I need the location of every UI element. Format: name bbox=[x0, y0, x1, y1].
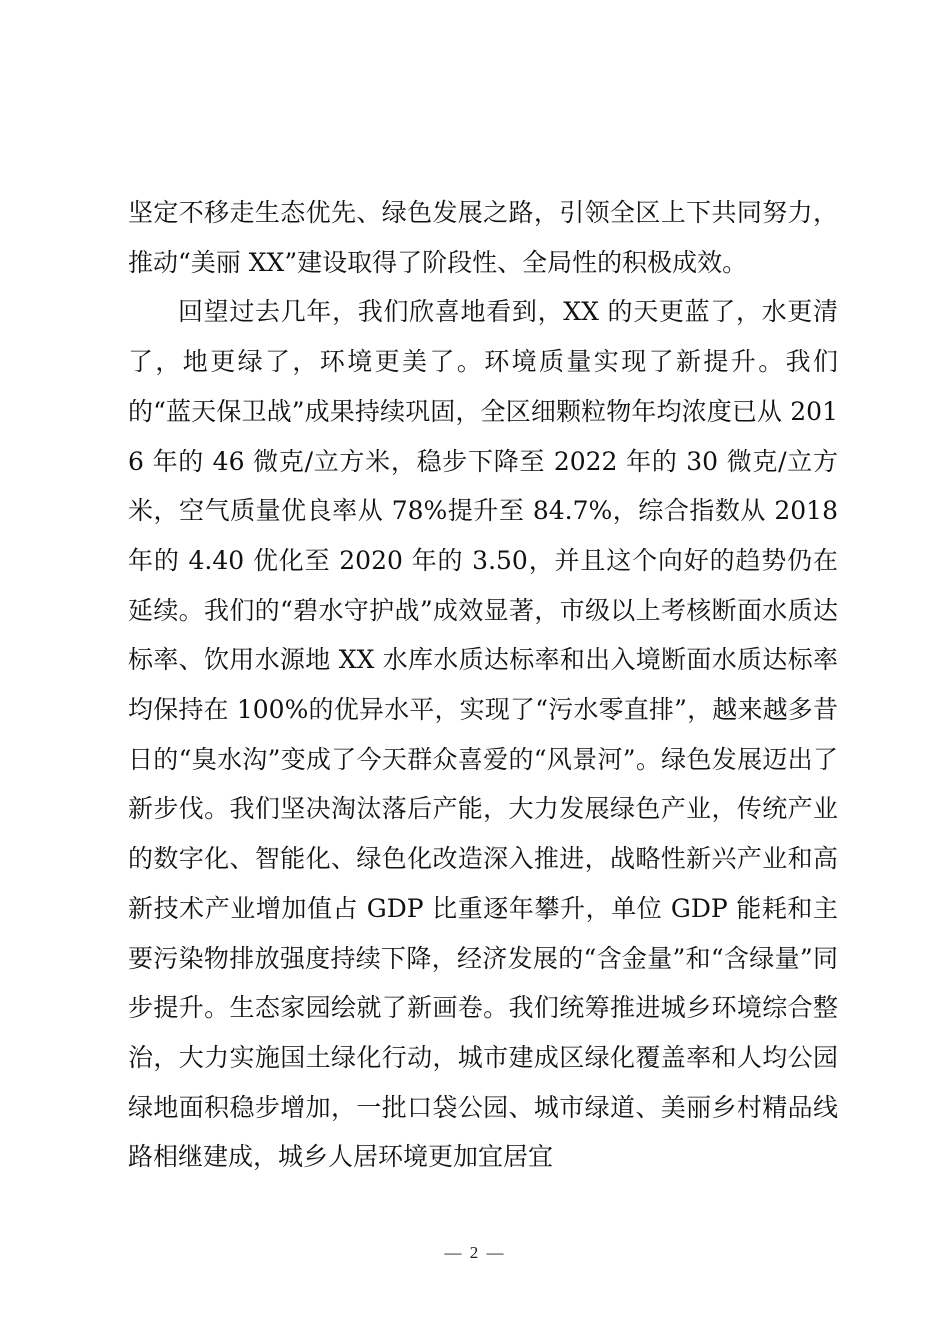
paragraph-main: 回望过去几年，我们欣喜地看到，XX 的天更蓝了，水更清了，地更绿了，环境更美了。环境质量实现了新提升。我们的“蓝天保卫战”成果持续巩固，全区细颗粒物年均浓度已从 2016 年的 46 微克/立方米，稳步下降至 2022 年的 30 微克/立方米，空气质量优良率从 78%提升至 84.7%，综合指数从 2018 年的 4.40 优化至 2020 年的 3.50，并且这个向好的趋势仍在延续。我们的“碧水守护战”成效显著，市级以上考核断面水质达标率、饮用水源地 XX 水库水质达标率和出入境断面水质达标率均保持在 100%的优异水平，实现了“污水零直排”，越来越多昔日的“臭水沟”变成了今天群众喜爱的“风景河”。绿色发展迈出了新步伐。我们坚决淘汰落后产能，大力发展绿色产业，传统产业的数字化、智能化、绿色化改造深入推进，战略性新兴产业和高新技术产业增加值占 GDP 比重逐年攀升，单位 GDP 能耗和主要污染物排放强度持续下降，经济发展的“含金量”和“含绿量”同步提升。生态家园绘就了新画卷。我们统筹推进城乡环境综合整治，大力实施国土绿化行动，城市建成区绿化覆盖率和人均公园绿地面积稳步增加，一批口袋公园、城市绿道、美丽乡村精品线路相继建成，城乡人居环境更加宜居宜 bbox=[128, 297, 838, 1172]
page-number: — 2 — bbox=[444, 1243, 506, 1262]
document-body bbox=[128, 188, 838, 1182]
paragraph-continued: 坚定不移走生态优先、绿色发展之路，引领全区上下共同努力，推动“美丽 XX”建设取得了阶段性、全局性的积极成效。 bbox=[128, 198, 838, 277]
